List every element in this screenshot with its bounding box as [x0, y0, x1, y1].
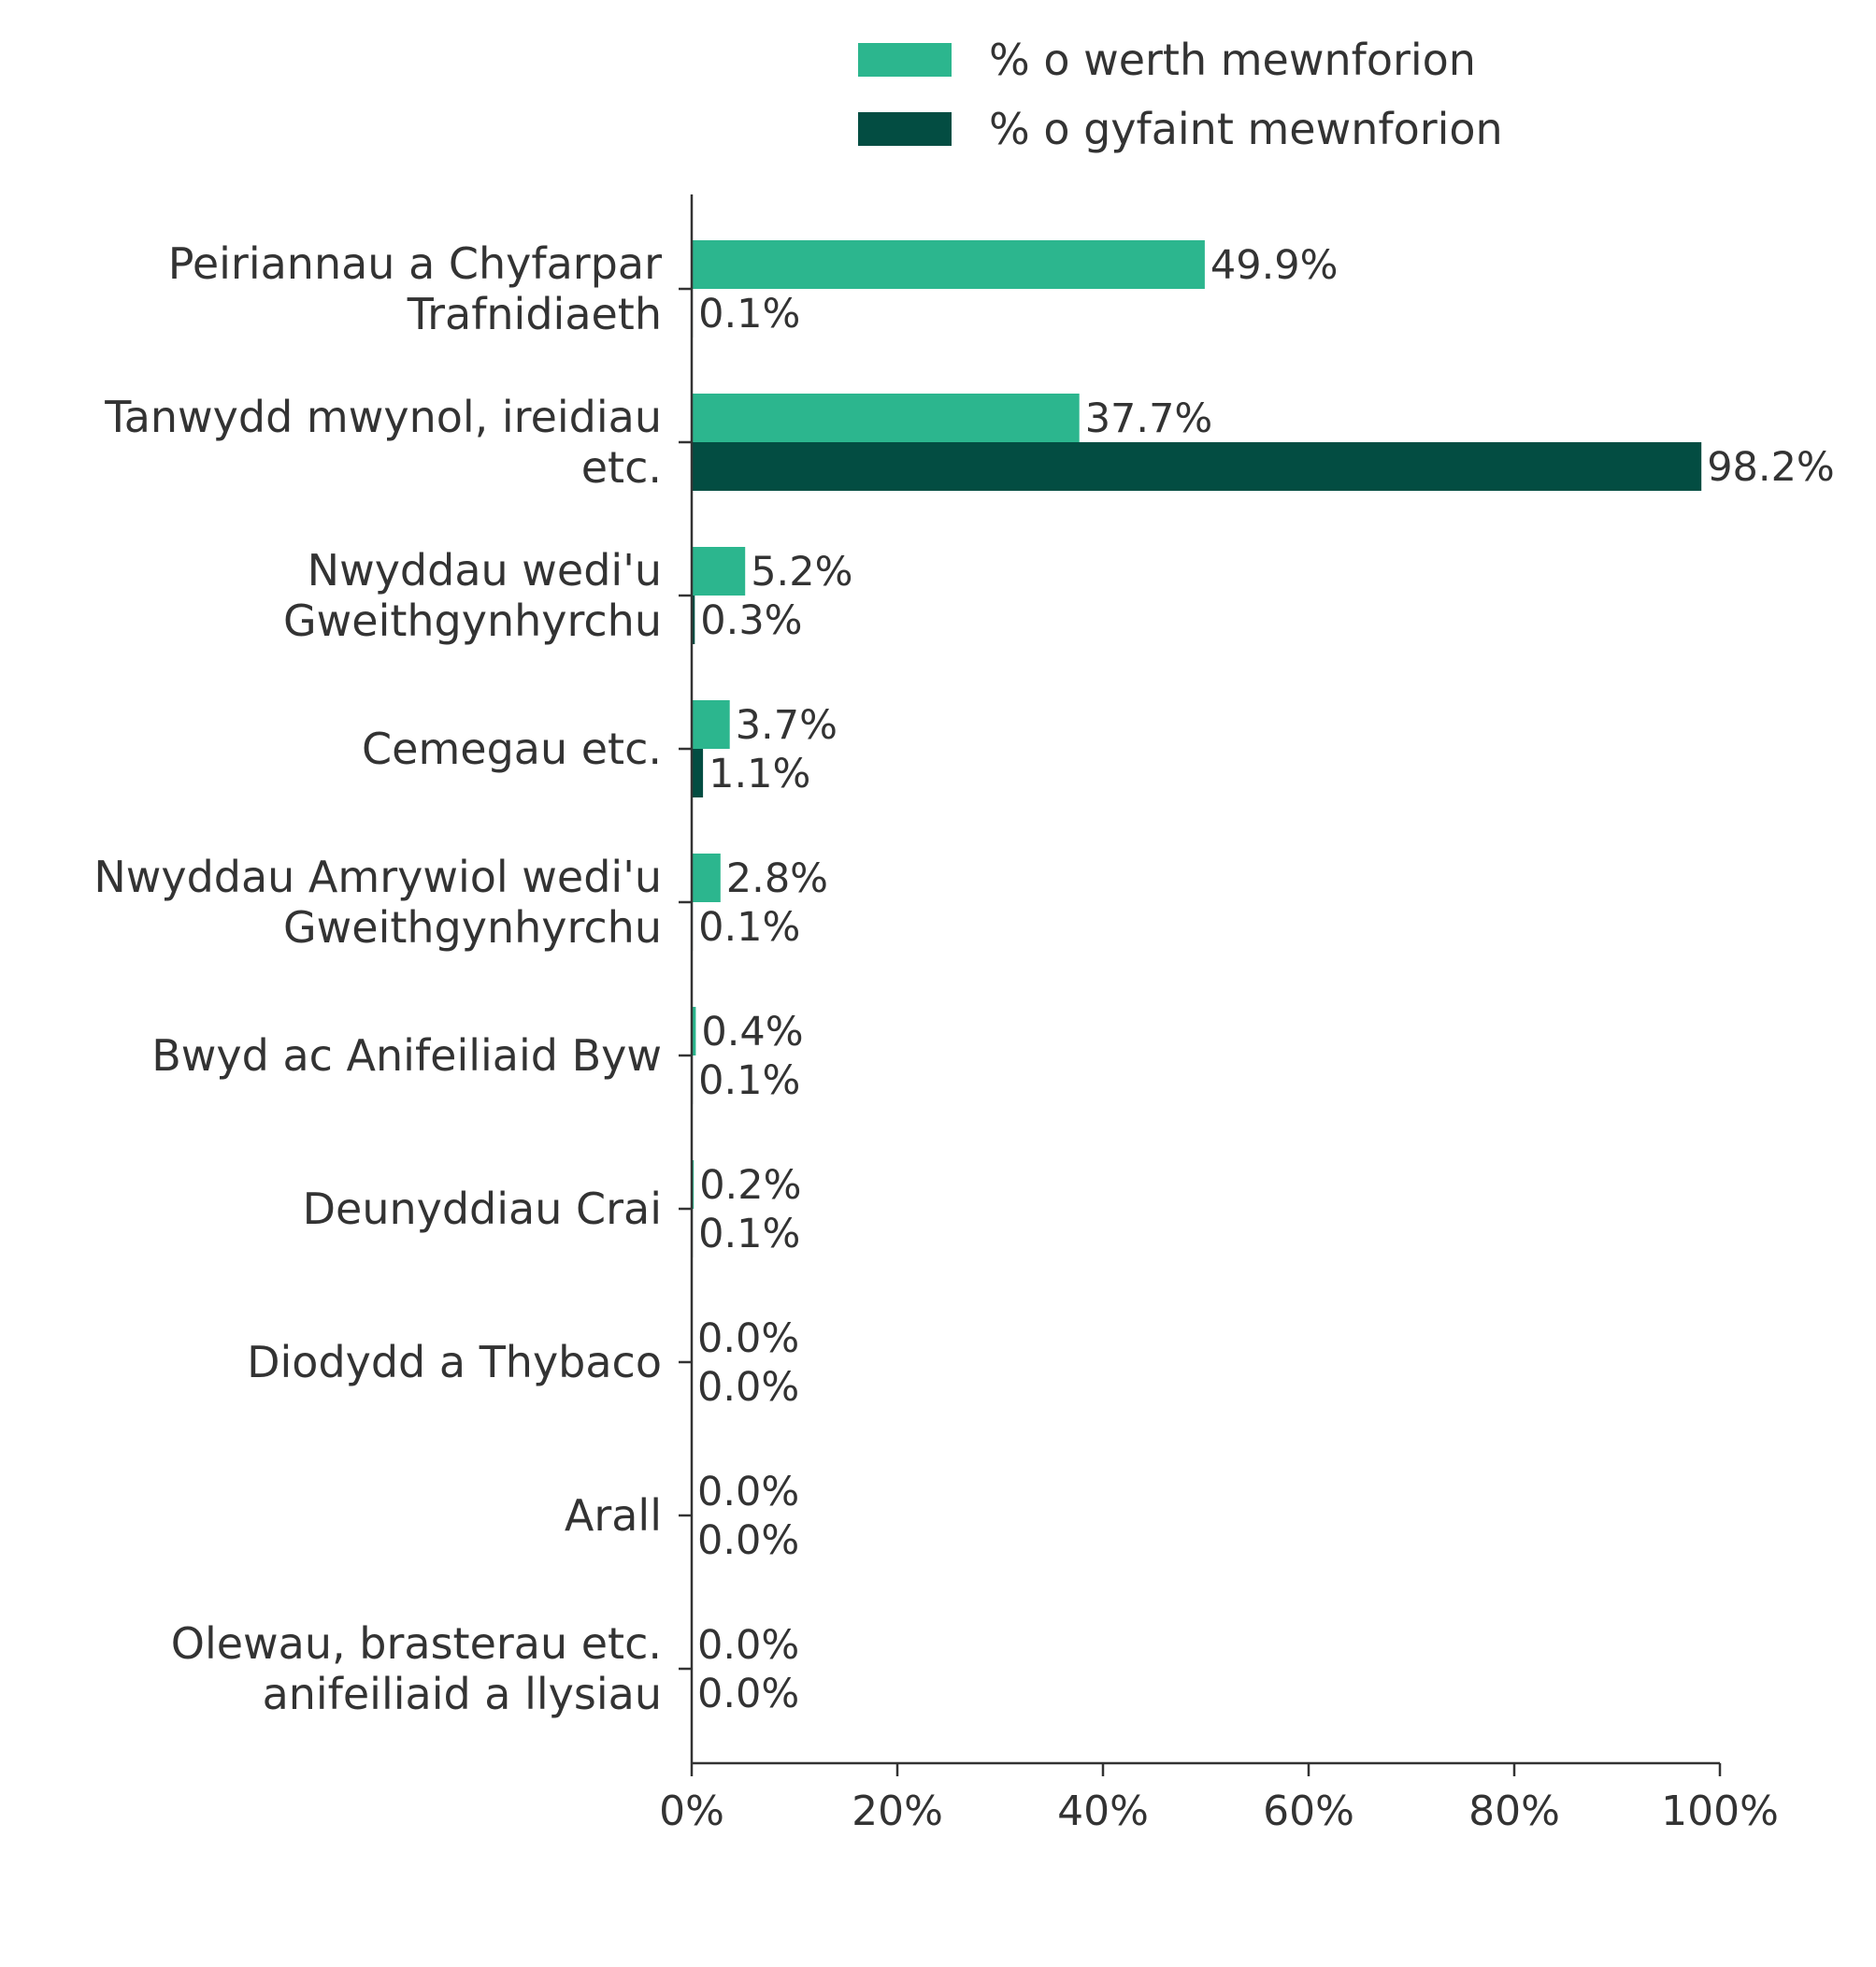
bar-volume-4	[692, 749, 703, 797]
x-tick-label-2: 20%	[852, 1788, 943, 1835]
data-label-volume-9: 0.0%	[697, 1517, 800, 1564]
x-axis	[659, 1763, 1779, 1835]
category-label-10-line-1: Olewau, brasterau etc.	[170, 1618, 662, 1669]
category-label-5-line-1: Nwyddau Amrywiol wedi'u	[93, 852, 662, 902]
category-label-3-line-2: Gweithgynhyrchu	[283, 596, 662, 646]
category-label-3-line-1: Nwyddau wedi'u	[307, 545, 662, 596]
data-label-value-5: 2.8%	[725, 855, 829, 902]
bar-volume-2	[692, 442, 1701, 491]
x-tick-label-3: 40%	[1057, 1788, 1149, 1835]
category-label-8: Diodydd a Thybaco	[247, 1337, 662, 1387]
data-label-value-8: 0.0%	[697, 1315, 800, 1362]
category-label-10-line-2: anifeiliaid a llysiau	[262, 1669, 662, 1719]
data-label-volume-5: 0.1%	[698, 904, 801, 951]
legend-label-2: % o gyfaint mewnforion	[989, 104, 1503, 154]
category-label-7: Deunyddiau Crai	[302, 1184, 662, 1234]
category-label-2-line-1: Tanwydd mwynol, ireidiau	[105, 392, 662, 442]
category-label-5-line-2: Gweithgynhyrchu	[283, 902, 662, 953]
bar-value-4	[692, 700, 730, 749]
data-label-value-1: 49.9%	[1210, 242, 1339, 289]
bar-value-5	[692, 854, 721, 902]
data-label-volume-8: 0.0%	[697, 1364, 800, 1411]
category-label-1-line-2: Trafnidiaeth	[407, 289, 662, 339]
data-label-volume-4: 1.1%	[709, 751, 811, 797]
category-label-6: Bwyd ac Anifeiliaid Byw	[151, 1030, 662, 1081]
category-label-2-line-2: etc.	[580, 442, 662, 493]
x-tick-label-4: 60%	[1263, 1788, 1354, 1835]
data-label-value-4: 3.7%	[735, 702, 838, 749]
bar-value-1	[692, 240, 1205, 289]
x-tick-label-1: 0%	[659, 1788, 724, 1835]
x-tick-label-5: 80%	[1468, 1788, 1560, 1835]
bar-value-2	[692, 394, 1080, 442]
data-label-value-2: 37.7%	[1084, 395, 1213, 442]
data-label-value-3: 5.2%	[751, 549, 853, 596]
legend-swatch-2	[858, 112, 952, 146]
legend	[858, 35, 1503, 154]
x-tick-label-6: 100%	[1661, 1788, 1779, 1835]
legend-swatch-1	[858, 43, 952, 77]
data-label-value-10: 0.0%	[697, 1622, 800, 1669]
data-label-volume-3: 0.3%	[700, 597, 803, 644]
category-label-1-line-1: Peiriannau a Chyfarpar	[167, 238, 662, 289]
category-label-9: Arall	[564, 1490, 662, 1541]
bars-group	[692, 240, 1701, 1257]
data-label-value-7: 0.2%	[699, 1162, 802, 1209]
bar-value-3	[692, 547, 745, 596]
y-axis	[93, 194, 692, 1763]
data-label-volume-2: 98.2%	[1707, 444, 1835, 491]
data-label-volume-6: 0.1%	[698, 1057, 801, 1104]
data-label-value-9: 0.0%	[697, 1469, 800, 1515]
data-label-volume-1: 0.1%	[698, 291, 801, 337]
data-label-volume-7: 0.1%	[698, 1211, 801, 1257]
data-label-volume-10: 0.0%	[697, 1671, 800, 1717]
data-label-value-6: 0.4%	[701, 1009, 804, 1055]
category-label-4: Cemegau etc.	[362, 724, 662, 774]
legend-label-1: % o werth mewnforion	[989, 35, 1476, 85]
